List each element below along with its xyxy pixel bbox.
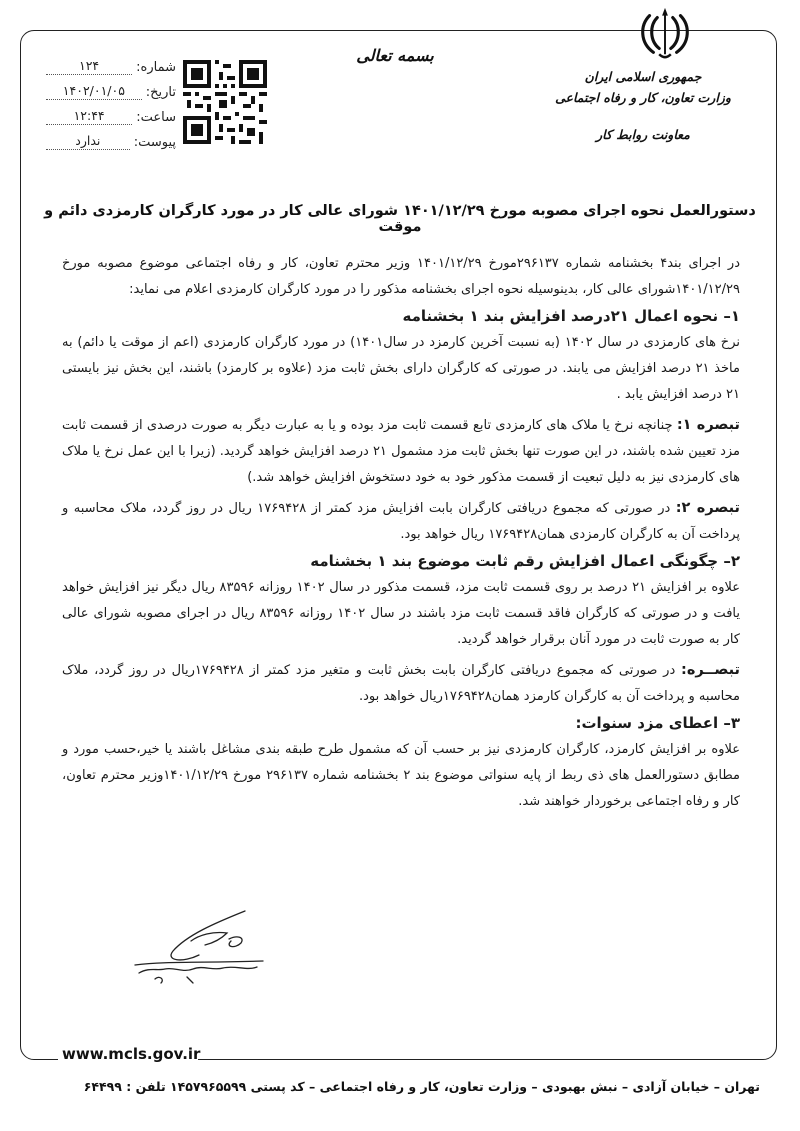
- intro-paragraph: در اجرای بند۴ بخشنامه شماره ۲۹۶۱۳۷مورخ ۱۴۰۱/۱۲/۲۹ وزیر محترم تعاون، کار و رفاه اجتماعی موضوع مصوبه مورخ ۱۴۰۱/۱۲/۲۹شورای عالی کار، بدینوسیله نحوه اجرای بخشنامه مذکور را در مورد کارگران کارمزدی اعلام می نماید:: [62, 256, 740, 297]
- note-3-text: در صورتی که مجموع دریافتی کارگران بابت بخش ثابت و متغیر مزد کمتر از ۱۷۶۹۴۲۸ریال در روز گردد، ملاک محاسبه و پرداخت آن به کارگران کارمزد همان۱۷۶۹۴۲۸ریال خواهد بود.: [62, 663, 740, 704]
- letter-date-row: [46, 75, 176, 100]
- time-label: ساعت:: [136, 110, 176, 125]
- letter-number-row: [46, 50, 176, 75]
- note-2: [62, 495, 740, 548]
- section-1-text: نرخ های کارمزدی در سال ۱۴۰۲ (به نسبت آخرین کارمزد در سال۱۴۰۱) در مورد کارگران کارمزدی (اعم از موقت یا دائم) به ماخذ ۲۱ درصد افزایش می یابند. در صورتی که کارگران دارای بخش ثابت مزد (علاوه بر کارمزد) باشند، این بخش نیز بایستی ۲۱ درصد افزایش یابد .: [62, 335, 740, 402]
- organization-header: [528, 66, 758, 145]
- section-1-heading: ۱– نحوه اعمال ۲۱درصد افزایش بند ۱ بخشنامه: [402, 307, 740, 325]
- footer-address: تهران – خیابان آزادی – نبش بهبودی – وزارت تعاون، کار و رفاه اجتماعی – کد پستی ۱۴۵۷۹۶۵۵۹۹ تلفن : ۶۴۴۹۹: [83, 1079, 760, 1094]
- number-label: شماره:: [136, 60, 176, 75]
- number-value: ۱۲۴: [46, 58, 132, 75]
- time-value: ۱۲:۴۴: [46, 108, 132, 125]
- attachment-value: ندارد: [46, 133, 130, 150]
- basmala: بسمه تعالی: [356, 46, 434, 65]
- handwritten-signature: [95, 905, 295, 995]
- org-country: جمهوری اسلامی ایران: [584, 69, 702, 84]
- letter-time-row: [46, 100, 176, 125]
- website-link[interactable]: www.mcls.gov.ir: [62, 1045, 201, 1063]
- note-1-label: تبصره ۱:: [676, 417, 740, 433]
- document-body: [62, 251, 740, 815]
- org-ministry: وزارت تعاون، کار و رفاه اجتماعی: [555, 90, 731, 105]
- note-3-label: تبصــره:: [681, 662, 740, 678]
- note-2-label: تبصره ۲:: [675, 500, 740, 516]
- attachment-label: پیوست:: [133, 135, 176, 150]
- document-title: دستورالعمل نحوه اجرای مصوبه مورخ ۱۴۰۱/۱۲/۲۹ شورای عالی کار در مورد کارگران کارمزدی دائم و موقت: [44, 203, 756, 235]
- org-department: معاونت روابط کار: [596, 127, 690, 142]
- iran-emblem-icon: [636, 4, 694, 62]
- note-1: [62, 412, 740, 491]
- date-value: ۱۴۰۲/۰۱/۰۵: [46, 83, 142, 100]
- section-3-heading: ۳– اعطای مزد سنوات:: [575, 714, 740, 732]
- note-3: [62, 657, 740, 710]
- date-label: تاریخ:: [145, 85, 176, 100]
- note-2-text: در صورتی که مجموع دریافتی کارگران بابت افزایش مزد کمتر از ۱۷۶۹۴۲۸ ریال در روز گردد، ملاک محاسبه و پرداخت آن به کارگران کارمزدی همان۱۷۶۹۴۲۸ ریال خواهد بود.: [62, 501, 740, 542]
- qr-code-icon: [183, 60, 267, 144]
- section-2-heading: ۲– چگونگی اعمال افزایش رقم ثابت موضوع بند ۱ بخشنامه: [310, 552, 740, 570]
- letter-attachment-row: [46, 125, 176, 150]
- letter-metadata: [46, 50, 176, 150]
- note-1-text: چنانچه نرخ یا ملاک های کارمزدی تابع قسمت ثابت مزد بوده و یا به عبارت دیگر به صورت درصدی از قسمت ثابت مزد تعیین شده باشند، در این صورت تنها بخش ثابت مزد مشمول ۲۱ درصد افزایش خواهد گردید. (زیرا با این عمل نرخ یا ملاک های کارمزدی نیز به دلیل تبعیت از قسمت مذکور خود به خود دستخوش افزایش خواهد شد.): [62, 418, 740, 485]
- section-2-text: علاوه بر افزایش ۲۱ درصد بر روی قسمت ثابت مزد، قسمت مذکور در سال ۱۴۰۲ روزانه ۸۳۵۹۶ ریال دیگر نیز افزایش خواهد یافت و در صورتی که کارگران فاقد قسمت ثابت مزد باشند در سال ۱۴۰۲ روزانه ۸۳۵۹۶ ریال در اجرای مصوبه شورای عالی کار به صورت ثابت در مورد آنان برقرار خواهد گردید.: [62, 580, 740, 647]
- section-3-text: علاوه بر افزایش کارمزد، کارگران کارمزدی نیز بر حسب آن که مشمول طرح طبقه بندی مشاغل باشند یا خیر،حسب مورد و مطابق دستورالعمل های ذی ربط از پایه سنواتی موضوع بند ۲ بخشنامه شماره ۲۹۶۱۳۷ مورخ ۱۴۰۱/۱۲/۲۹وزیر محترم تعاون، کار و رفاه اجتماعی برخوردار خواهند شد.: [62, 742, 741, 809]
